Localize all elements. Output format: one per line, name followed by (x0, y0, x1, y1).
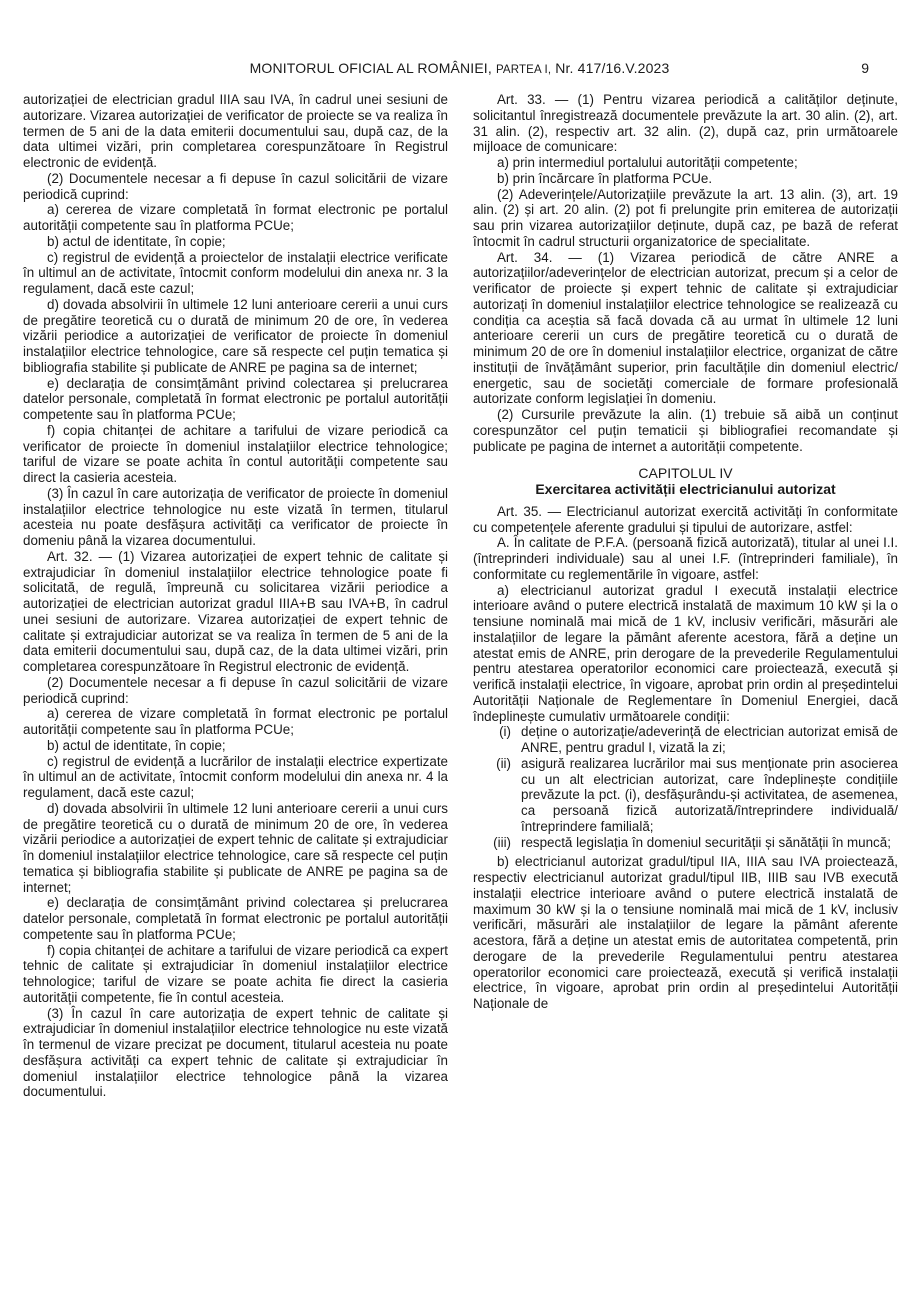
paragraph: e) declarația de consimțământ privind colectarea și prelucrarea datelor personale, completată în format electronic pe portalul autorității competente sau în platforma PCUe; (23, 375, 448, 422)
condition-number: (iii) (493, 834, 511, 850)
chapter-title: Exercitarea activității electricianului autorizat (535, 481, 836, 497)
right-column (473, 92, 898, 1012)
paragraph: (3) În cazul în care autorizația de verificator de proiecte în domeniul instalațiilor electrice tehnologice nu este vizată în termen, titularul acesteia nu poate desfășura activități ca verificator de proiecte în domeniu până la vizarea documentului. (23, 485, 448, 548)
condition-text: asigură realizarea lucrărilor mai sus menționate prin asocierea cu un alt electrician autorizat, care îndeplinește condițiile prevăzute la pct. (i), desfășurându-și activitatea, de asemenea, ca persoană fizică autorizată/întreprindere individuală/ întreprindere familială; (521, 755, 898, 834)
condition-number: (i) (499, 724, 511, 740)
paragraph: b) actul de identitate, în copie; (47, 737, 226, 753)
paragraph: a) electricianul autorizat gradul I execută instalații electrice interioare având o putere electrică instalată de maximum 10 kW și la o tensiune nominală mai mică de 1 kV, inclusiv verificări, măsurări ale instalațiilor de legare la pământ aferente acestora, fără a deține un atestat emis de ANRE, prin derogare de la prevederile Regulamentului pentru atestarea operatorilor economici care proiectează, execută și verifică instalații electrice, în vigoare, aprobat prin ordin al președintelui Autorității Naționale de Reglementare în Domeniul Energiei, dacă îndeplinește cumulativ următoarele condiții: (473, 582, 898, 724)
paragraph: b) electricianul autorizat gradul/tipul IIA, IIIA sau IVA proiectează, respectiv electricianul autorizat gradul/tipul IIB, IIIB sau IVB execută instalații electrice interioare având o putere electrică instalată de maximum 30 kW și la o tensiune nominală mai mică de 1 kV, inclusiv verificări, măsurări ale instalațiilor de legare la pământ aferente acestora, fără a deține un atestat emis de autoritatea competentă, prin derogare de la prevederile Regulamentului pentru atestarea operatorilor economici care proiectează, execută și verifică instalații electrice, în vigoare, aprobat prin ordin al președintelui Autorității Naționale de (473, 854, 898, 1011)
paragraph: e) declarația de consimțământ privind colectarea și prelucrarea datelor personale, completată în format electronic pe portalul autorității competente sau în platforma PCUe; (23, 895, 448, 942)
article-33: Art. 33. — (1) Pentru vizarea periodică a calităților deținute, solicitantul înregistrează documentele prevăzute la art. 30 alin. (2), art. 31 alin. (2), respectiv art. 32 alin. (2), după caz, prin următoarele mijloace de comunicare: (473, 92, 898, 155)
page-header (0, 57, 919, 79)
left-column (23, 92, 448, 1100)
paragraph: autorizației de electrician gradul IIIA sau IVA, în cadrul unei sesiuni de autorizare. Vizarea autorizației de verificator de proiecte se va realiza în termen de 5 ani de la data emiterii documentului sau, după caz, de la data ultimei vizări, prin completarea corespunzătoare în Registrul electronic de evidență. (23, 92, 448, 170)
title-issue: Nr. 417/16.V.2023 (555, 60, 670, 76)
condition-item (473, 835, 898, 851)
paragraph: c) registrul de evidență a proiectelor de instalații electrice verificate în ultimul an de activitate, întocmit conform modelului din anexa nr. 3 la regulament, dacă este cazul; (23, 249, 448, 296)
paragraph: f) copia chitanței de achitare a tarifului de vizare periodică ca expert tehnic de calitate și extrajudiciar în domeniul instalațiilor electrice tehnologice; tariful de vizare se poate achita fie direct la casieria autorității competente, fie în contul acesteia. (23, 942, 448, 1005)
paragraph: (2) Documentele necesar a fi depuse în cazul solicitării de vizare periodică cuprind: (23, 170, 448, 202)
paragraph: A. În calitate de P.F.A. (persoană fizică autorizată), titular al unei I.I. (întreprinderi individuale) sau al unei I.F. (întreprinderi familiale), în conformitate cu reglementările în vigoare, astfel: (473, 535, 898, 582)
article-32: Art. 32. — (1) Vizarea autorizației de expert tehnic de calitate și extrajudiciar în domeniul instalațiilor electrice tehnologice poate fi solicitată, de regulă, împreună cu solicitarea vizării periodice a autorizației de electrician autorizat gradul IIIA+B sau IVA+B, în cadrul unei sesiuni de autorizare. Vizarea autorizației de expert tehnic de calitate și extrajudiciar autorizat se va realiza în termen de 5 ani de la data emiterii documentului sau, după caz, de la data ultimei vizări, prin completarea corespunzătoare în Registrul electronic de evidență. (23, 548, 448, 674)
condition-text: deține o autorizație/adeverință de electrician autorizat emisă de ANRE, pentru gradul I, vizată la zi; (521, 724, 898, 755)
paragraph: d) dovada absolvirii în ultimele 12 luni anterioare cererii a unui curs de pregătire teoretică cu o durată de minimum 20 de ore, în vederea vizării periodice a autorizației de verificator de proiecte în domeniul instalațiilor electrice tehnologice, care să respecte cel puțin tematica și bibliografia stabilite și publicate de ANRE pe pagina sa de internet; (23, 296, 448, 375)
article-34: Art. 34. — (1) Vizarea periodică de către ANRE a autorizațiilor/adeverințelor de electrician autorizat, precum și a celor de verificator de proiecte și expert tehnic de calitate și extrajudiciar autorizați în domeniul instalațiilor electrice tehnologice se realizează cu condiția ca aceștia să facă dovada că au urmat în ultimele 12 luni anterioare cererii un curs de pregătire teoretică cu o durată de minimum 20 de ore în domeniul instalațiilor electrice, organizat de către instituții de învățământ superior, prin facultățile din domeniul electric/ energetic, sau de societăți comerciale de formare profesională autorizate conform legislației în domeniu. (473, 249, 898, 407)
condition-item (473, 724, 898, 756)
paragraph: b) actul de identitate, în copie; (47, 233, 226, 249)
condition-number: (ii) (496, 755, 511, 771)
paragraph: a) cererea de vizare completată în format electronic pe portalul autorității competente sau în platforma PCUe; (23, 706, 448, 737)
paragraph: f) copia chitanței de achitare a tarifului de vizare periodică ca verificator de proiecte în domeniul instalațiilor electrice tehnologice; tariful de vizare se poate achita în contul autorității competente sau direct la casieria acesteia. (23, 422, 448, 485)
paragraph: b) prin încărcare în platforma PCUe. (497, 170, 713, 186)
paragraph: d) dovada absolvirii în ultimele 12 luni anterioare cererii a unui curs de pregătire teoretică cu o durată de minimum 20 de ore, în vederea vizării periodice a autorizației de expert tehnic de calitate și extrajudiciar în domeniul instalațiilor electrice tehnologice, care să respecte cel puțin tematica și bibliografia stabilite și publicate de ANRE pe pagina sa de internet; (23, 800, 448, 895)
chapter-heading: CAPITOLUL IV (638, 465, 733, 482)
paragraph: c) registrul de evidență a lucrărilor de instalații electrice expertizate în ultimul an de activitate, întocmit conform modelului din anexa nr. 4 la regulament, dacă este cazul; (23, 753, 448, 800)
condition-item (473, 756, 898, 835)
article-35: Art. 35. — Electricianul autorizat exercită activități în conformitate cu competențele aferente gradului și tipului de autorizare, astfel: (473, 503, 898, 535)
paragraph: a) prin intermediul portalului autorității competente; (497, 155, 798, 170)
condition-text: respectă legislația în domeniul securității și sănătății în muncă; (521, 834, 891, 850)
paragraph: (2) Documentele necesar a fi depuse în cazul solicitării de vizare periodică cuprind: (23, 674, 448, 706)
page-number: 9 (861, 60, 869, 76)
publication-title (0, 57, 919, 81)
paragraph: (3) În cazul în care autorizația de expert tehnic de calitate și extrajudiciar în domeniul instalațiilor electrice tehnologice nu este vizată în termenul de vizare precizat pe document, titularul acesteia nu poate desfășura activități ca expert tehnic de calitate și extrajudiciar în domeniul instalațiilor electrice tehnologice până la vizarea documentului. (23, 1005, 448, 1100)
title-main: MONITORUL OFICIAL AL ROMÂNIEI, (249, 60, 492, 76)
paragraph: (2) Adeverințele/Autorizațiile prevăzute la art. 13 alin. (3), art. 19 alin. (2) și art. 20 alin. (2) pot fi prelungite prin emiterea de autorizații sau prin vizarea autorizațiilor deținute, după caz, pe bază de referat întocmit în cadrul structurii organizatorice de specialitate. (473, 186, 898, 249)
title-part: PARTEA I, (495, 64, 552, 76)
paragraph: (2) Cursurile prevăzute la alin. (1) trebuie să aibă un conținut corespunzător cel puțin tematicii și bibliografiei recomandate și publicate pe pagina de internet a autorității competente. (473, 407, 898, 454)
paragraph: a) cererea de vizare completată în format electronic pe portalul autorității competente sau în platforma PCUe; (23, 202, 448, 233)
